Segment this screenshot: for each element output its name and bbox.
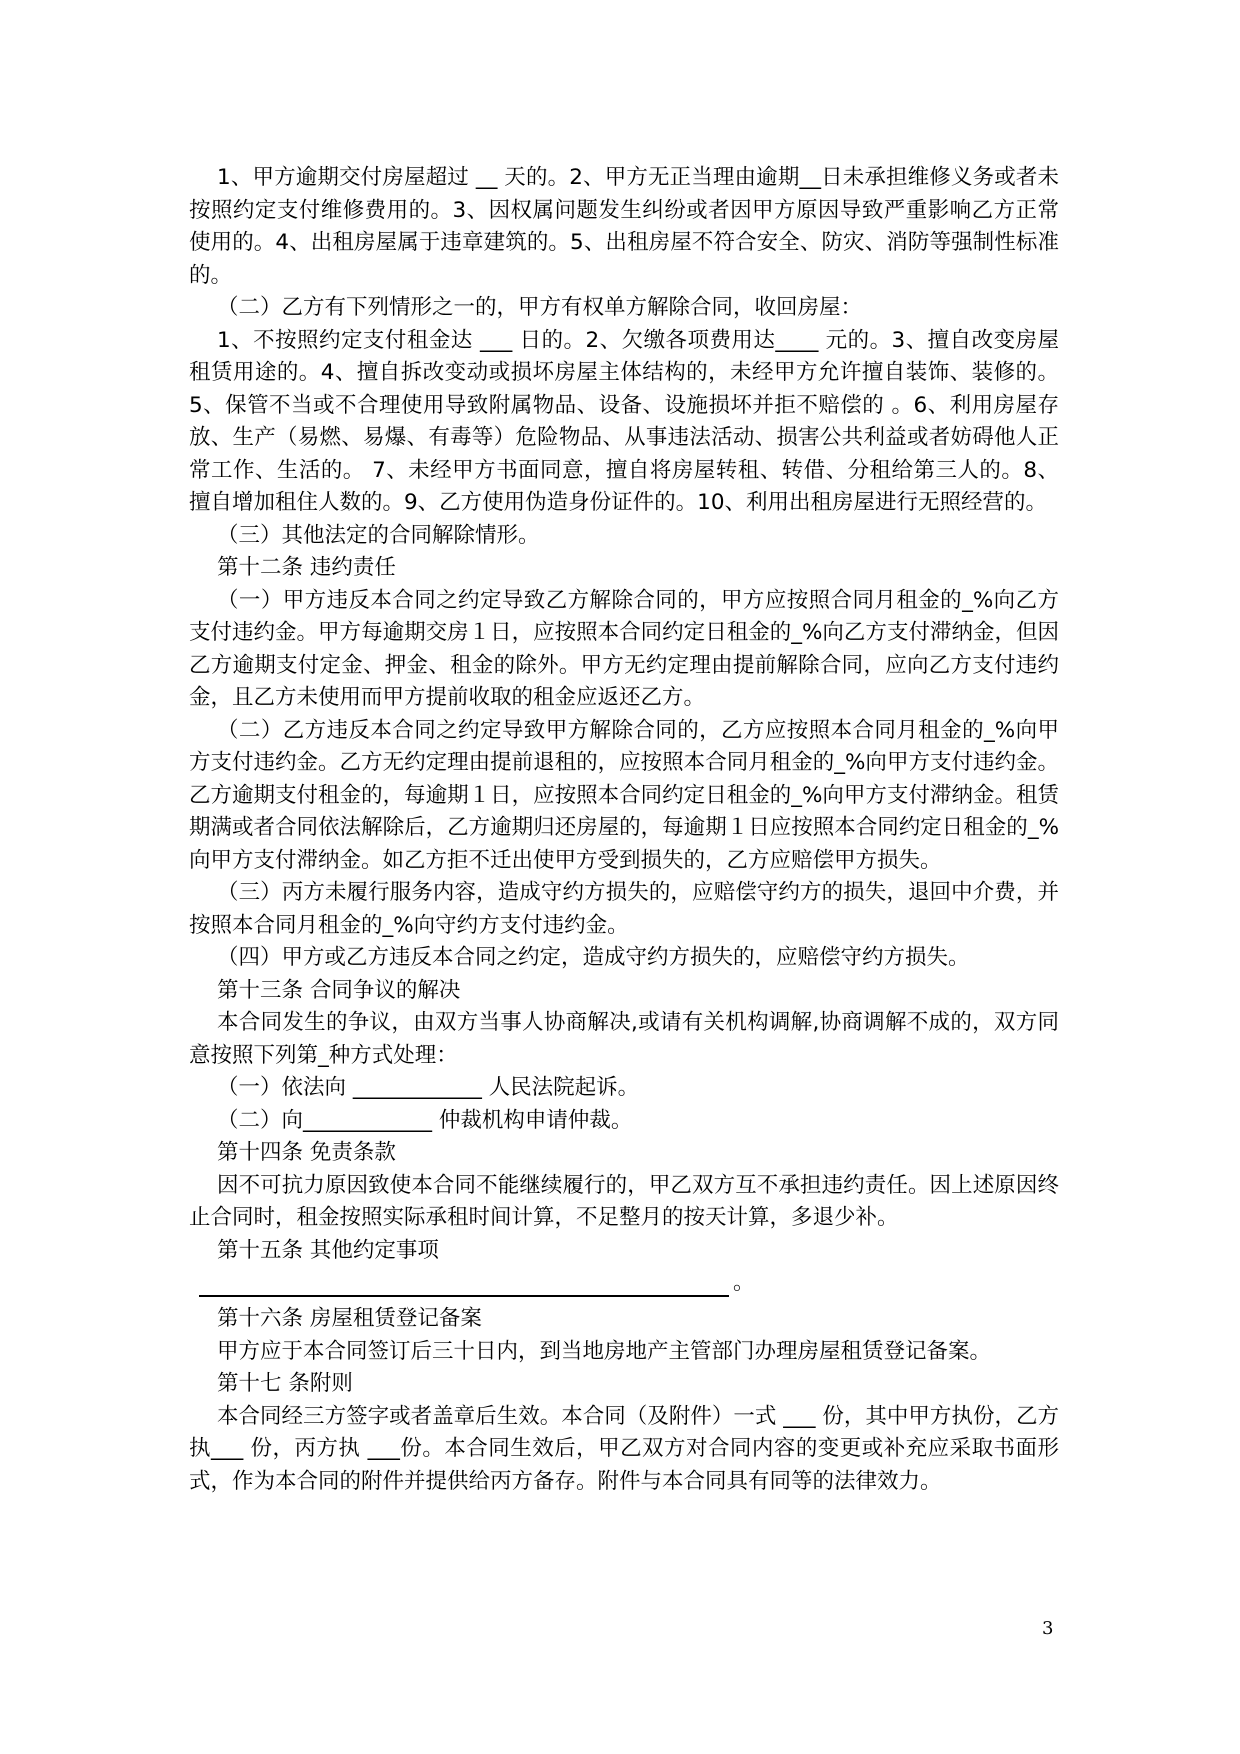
blank-underline [199,1295,729,1297]
paragraph-party-a-breach: （一）甲方违反本合同之约定导致乙方解除合同的，甲方应按照合同月租金的_%向乙方支付违约金。甲方每逾期交房１日，应按照本合同约定日租金的_%向乙方支付滞纳金，但因乙方逾期支付定金、押金、租金的除外。甲方无约定理由提前解除合同，应向乙方支付违约金，且乙方未使用而甲方提前收取的租金应返还乙方。 [189,587,1059,710]
paragraph-party-c-breach: （三）丙方未履行服务内容，造成守约方损失的，应赔偿守约方的损失，退回中介费，并按照本合同月租金的_%向守约方支付违约金。 [189,880,1059,938]
paragraph-supplementary-provisions: 本合同经三方签字或者盖章后生效。本合同（及附件）一式 ___ 份，其中甲方执份，乙方执___ 份，丙方执 ___份。本合同生效后，甲乙双方对合同内容的变更或补充应采取书面形式，作为本合同的附件并提供给丙方备存。附件与本合同具有同等的法律效力。 [189,1403,1059,1494]
other-terms-blank-line [199,1267,1059,1303]
page-number: 3 [1042,1618,1054,1639]
blank-line-period: 。 [733,1270,755,1295]
paragraph-other-legal-termination: （三）其他法定的合同解除情形。 [217,522,540,548]
paragraph-court-option: （一）依法向 ____________ 人民法院起诉。 [217,1075,640,1100]
article-12-title: 第十二条 违约责任 [217,555,396,580]
document-body [189,162,1059,1498]
article-15-title: 第十五条 其他约定事项 [217,1237,439,1263]
article-17-title: 第十七 条附则 [217,1371,353,1396]
paragraph-registration: 甲方应于本合同签订后三十日内，到当地房地产主管部门办理房屋租赁登记备案。 [217,1338,992,1364]
paragraph-arbitration-option: （二）向____________ 仲裁机构申请仲裁。 [217,1107,633,1133]
paragraph-heading-party-b-cases: （二）乙方有下列情形之一的，甲方有权单方解除合同，收回房屋： [217,295,863,320]
article-14-title: 第十四条 免责条款 [217,1140,396,1165]
paragraph-party-b-breach: （二）乙方违反本合同之约定导致甲方解除合同的，乙方应按照本合同月租金的_%向甲方支付违约金。乙方无约定理由提前退租的，应按照本合同月租金的_%向甲方支付违约金。乙方逾期支付租金的，每逾期１日，应按照本合同约定日租金的_%向甲方支付滞纳金。租赁期满或者合同依法解除后，乙方逾期归还房屋的，每逾期１日应按照本合同约定日租金的_%向甲方支付滞纳金。如乙方拒不迁出使甲方受到损失的，乙方应赔偿甲方损失。 [189,717,1059,873]
article-16-title: 第十六条 房屋租赁登记备案 [217,1306,482,1331]
paragraph-force-majeure: 因不可抗力原因致使本合同不能继续履行的，甲乙双方互不承担违约责任。因上述原因终止合同时，租金按照实际承租时间计算，不足整月的按天计算，多退少补。 [189,1172,1059,1230]
article-13-title: 第十三条 合同争议的解决 [217,977,461,1003]
paragraph-either-party-breach: （四）甲方或乙方违反本合同之约定，造成守约方损失的，应赔偿守约方损失。 [217,945,970,970]
paragraph-termination-party-b: 1、不按照约定支付租金达 ___ 日的。2、欠缴各项费用达____ 元的。3、擅自改变房屋租赁用途的。4、擅自拆改变动或损坏房屋主体结构的，未经甲方允许擅自装饰、装修的。5、保管不当或不合理使用导致附属物品、设备、设施损坏并拒不赔偿的 。6、利用房屋存放、生产（易燃、易爆、有毒等）危险物品、从事违法活动、损害公共利益或者妨碍他人正常工作、生活的。 7、未经甲方书面同意，擅自将房屋转租、转借、分租给第三人的。8、擅自增加租住人数的。9、乙方使用伪造身份证件的。10、利用出租房屋进行无照经营的。 [189,327,1059,515]
paragraph-dispute-resolution: 本合同发生的争议，由双方当事人协商解决,或请有关机构调解,协商调解不成的，双方同意按照下列第_种方式处理： [189,1010,1059,1068]
paragraph-termination-party-a: 1、甲方逾期交付房屋超过 __ 天的。2、甲方无正当理由逾期__日未承担维修义务或者未按照约定支付维修费用的。3、因权属问题发生纠纷或者因甲方原因导致严重影响乙方正常使用的。4、出租房屋属于违章建筑的。5、出租房屋不符合安全、防灾、消防等强制性标准的。 [189,165,1059,288]
